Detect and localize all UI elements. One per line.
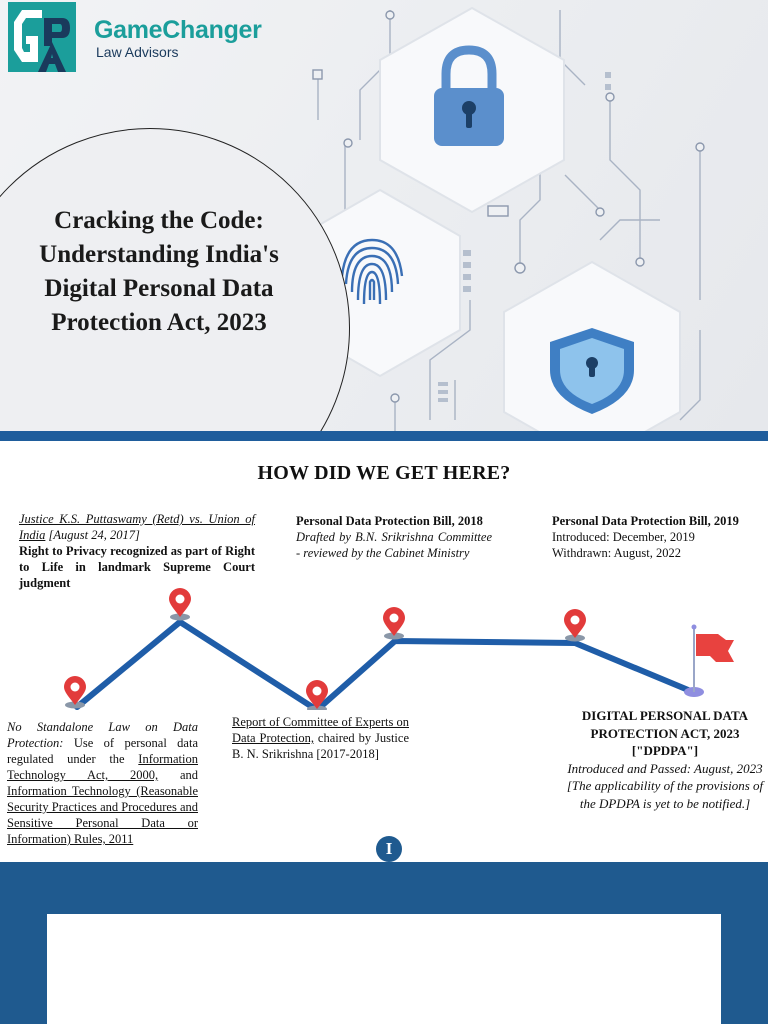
event-puttaswamy (19, 511, 255, 591)
event-title: DIGITAL PERSONAL DATA PROTECTION ACT, 2023 (581, 708, 749, 741)
report-link[interactable]: Report of Committee of Experts on Data Protection, (232, 715, 409, 745)
it-rules-link[interactable]: Information Technology (Reasonable Security Practices and Procedures and Sensitive Personal Data or Information) Rules, 2011 (7, 784, 198, 846)
event-committee-report (232, 714, 409, 762)
timeline-pin-2019-bill (564, 609, 586, 642)
brand-tagline: Law Advisors (96, 44, 179, 60)
gpa-logo-mark (8, 2, 76, 72)
event-short-name: ["DPDPA"] (631, 743, 699, 758)
hero-banner (0, 0, 768, 432)
event-summary: Right to Privacy recognized as part of Right to Life in landmark Supreme Court judgment (19, 544, 255, 590)
brand-name: GameChanger (94, 16, 262, 44)
timeline-pin-2018-bill (383, 607, 405, 640)
event-title: Personal Data Protection Bill, 2018 (296, 514, 483, 528)
event-pdp-bill-2018 (296, 513, 492, 561)
event-passed: Introduced and Passed: August, 2023 (567, 760, 763, 776)
hero-divider-band (0, 431, 768, 441)
event-detail: Drafted by B.N. Srikrishna Committee - reviewed by the Cabinet Ministry (296, 530, 492, 560)
timeline-pin-2017 (169, 588, 191, 620)
conjunction: and (179, 768, 198, 782)
event-no-standalone-law (7, 719, 198, 847)
event-lead: No Standalone Law on Data Protection: (7, 720, 198, 750)
event-dpdpa-2023 (566, 707, 764, 812)
event-note: [The applicability of the provisions of the DPDPA is yet to be notified.] (566, 778, 764, 811)
info-icon[interactable]: I (376, 836, 402, 862)
case-date: [August 24, 2017] (48, 528, 140, 542)
case-citation[interactable]: Justice K.S. Puttaswamy (Retd) vs. Union of India (19, 512, 255, 542)
section-heading: HOW DID WE GET HERE? (257, 462, 511, 484)
event-text: chaired by Justice B. N. Srikrishna [2017-2018] (232, 731, 409, 761)
event-pdp-bill-2019 (552, 513, 752, 561)
it-act-link[interactable]: Information Technology Act, 2000, (7, 752, 199, 782)
event-introduced: Introduced: December, 2019 (552, 530, 695, 544)
event-text: Use of personal data regulated under the (7, 736, 198, 766)
timeline-pin-2011 (64, 676, 86, 709)
event-title: Personal Data Protection Bill, 2019 (552, 514, 739, 528)
content-card (47, 914, 721, 1024)
timeline-graphic (0, 580, 768, 710)
event-withdrawn: Withdrawn: August, 2022 (552, 546, 682, 560)
brand-logo[interactable] (8, 2, 278, 74)
flag-icon (684, 625, 734, 698)
page-title: Cracking the Code: Understanding India's Digital Personal Data Protection Act, 2023 (39, 207, 279, 336)
